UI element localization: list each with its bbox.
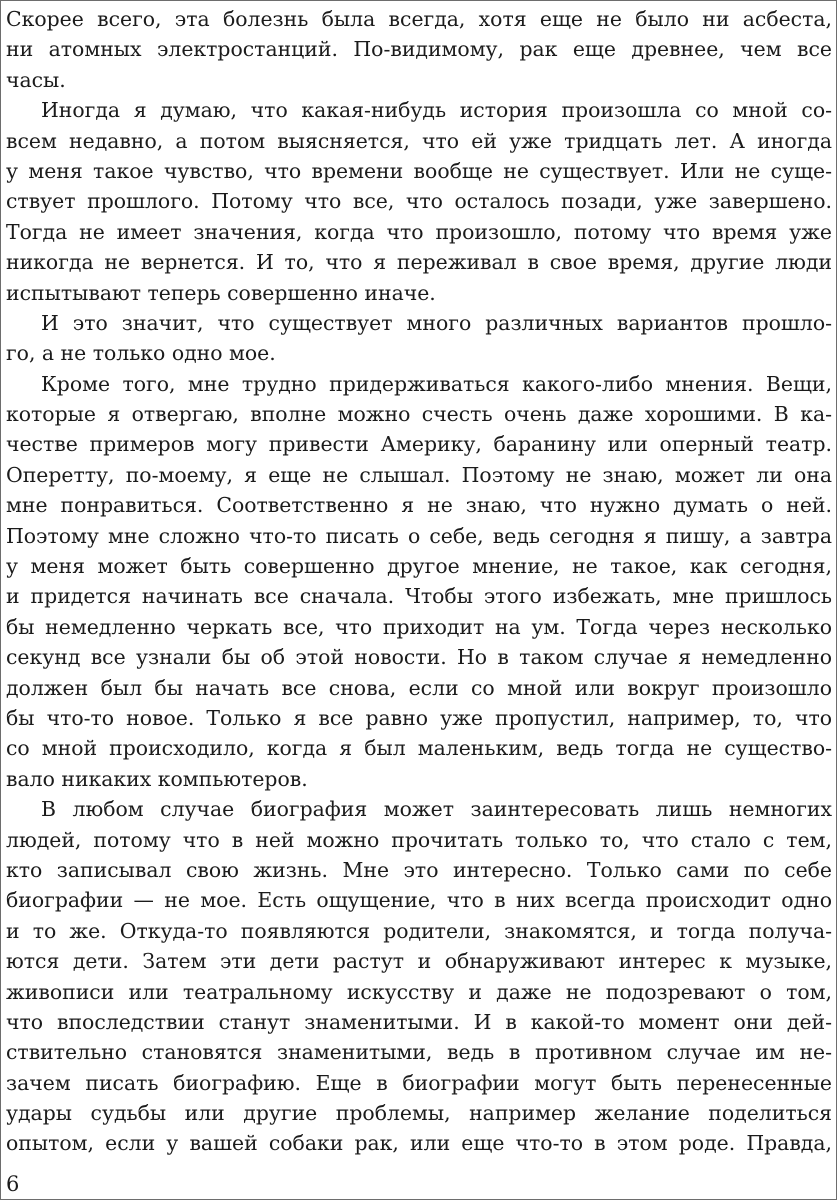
text-line: Тогда не имеет значения, когда что произошло, потому что время уже bbox=[6, 219, 832, 244]
text-line: и придется начинать все сначала. Чтобы этого избежать, мне пришлось bbox=[6, 584, 832, 609]
text-line: и то же. Откуда-то появляются родители, знакомятся, и тогда получа- bbox=[6, 918, 832, 943]
text-line: бы немедленно черкать все, что приходит на ум. Тогда через несколько bbox=[6, 614, 832, 639]
text-line: которые я отвергаю, вполне можно счесть очень даже хорошими. В ка- bbox=[6, 402, 832, 427]
text-line: секунд все узнали бы об этой новости. Но в таком случае я немедленно bbox=[6, 645, 832, 670]
text-line: должен был бы начать все снова, если со мной или вокруг произошло bbox=[6, 675, 832, 700]
text-line: кто записывал свою жизнь. Мне это интересно. Только сами по себе bbox=[6, 857, 832, 882]
text-line: часы. bbox=[6, 67, 66, 92]
text-line: И это значит, что существует много различных вариантов прошло- bbox=[41, 310, 832, 335]
text-line: у меня может быть совершенно другое мнение, не такое, как сегодня, bbox=[6, 554, 832, 579]
text-line: у меня такое чувство, что времени вообще не существует. Или не суще- bbox=[6, 158, 832, 183]
text-line: ствительно становятся знаменитыми, ведь в противном случае им не- bbox=[6, 1040, 832, 1065]
text-line: вало никаких компьютеров. bbox=[6, 766, 308, 791]
text-line: Поэтому мне сложно что-то писать о себе, ведь сегодня я пишу, а завтра bbox=[6, 523, 832, 548]
text-line: всем недавно, а потом выясняется, что ей уже тридцать лет. А иногда bbox=[6, 128, 832, 153]
text-line: Скорее всего, эта болезнь была всегда, хотя еще не было ни асбеста, bbox=[6, 7, 832, 31]
text-line: ются дети. Затем эти дети растут и обнаруживают интерес к музыке, bbox=[6, 949, 832, 974]
text-line: честве примеров могу привести Америку, баранину или оперный театр. bbox=[6, 432, 832, 457]
page-number: 6 bbox=[6, 1172, 20, 1196]
text-line: людей, потому что в ней можно прочитать только то, что стало с тем, bbox=[6, 827, 832, 852]
text-line: испытывают теперь совершенно иначе. bbox=[6, 280, 436, 305]
text-line: что впоследствии станут знаменитыми. И в какой-то момент они дей- bbox=[6, 1009, 832, 1034]
text-line: ствует прошлого. Потому что все, что осталось позади, уже завершено. bbox=[6, 189, 832, 214]
text-line: ни атомных электростанций. По-видимому, рак еще древнее, чем все bbox=[6, 37, 832, 62]
text-line: Иногда я думаю, что какая-нибудь история произошла со мной со- bbox=[41, 98, 832, 123]
text-line: удары судьбы или другие проблемы, например желание поделиться bbox=[6, 1101, 832, 1126]
text-line: биографии — не мое. Есть ощущение, что в них всегда происходит одно bbox=[6, 888, 832, 913]
text-line: опытом, если у вашей собаки рак, или еще что-то в этом роде. Правда, bbox=[6, 1131, 832, 1156]
body-text bbox=[6, 4, 832, 1159]
text-line: мне понравиться. Соответственно я не знаю, что нужно думать о ней. bbox=[6, 493, 832, 518]
text-line: В любом случае биография может заинтересовать лишь немногих bbox=[41, 797, 832, 822]
text-line: зачем писать биографию. Еще в биографии могут быть перенесенные bbox=[6, 1070, 832, 1095]
text-line: Кроме того, мне трудно придерживаться какого-либо мнения. Вещи, bbox=[41, 371, 832, 396]
text-line: Оперетту, по-моему, я еще не слышал. Поэтому не знаю, может ли она bbox=[6, 462, 832, 487]
text-line: со мной происходило, когда я был маленьким, ведь тогда не существо- bbox=[6, 736, 832, 761]
text-line: бы что-то новое. Только я все равно уже пропустил, например, то, что bbox=[6, 705, 832, 730]
text-line: живописи или театральному искусству и даже не подозревают о том, bbox=[6, 979, 832, 1004]
text-line: го, а не только одно мое. bbox=[6, 341, 276, 366]
text-line: никогда не вернется. И то, что я переживал в свое время, другие люди bbox=[6, 250, 832, 275]
